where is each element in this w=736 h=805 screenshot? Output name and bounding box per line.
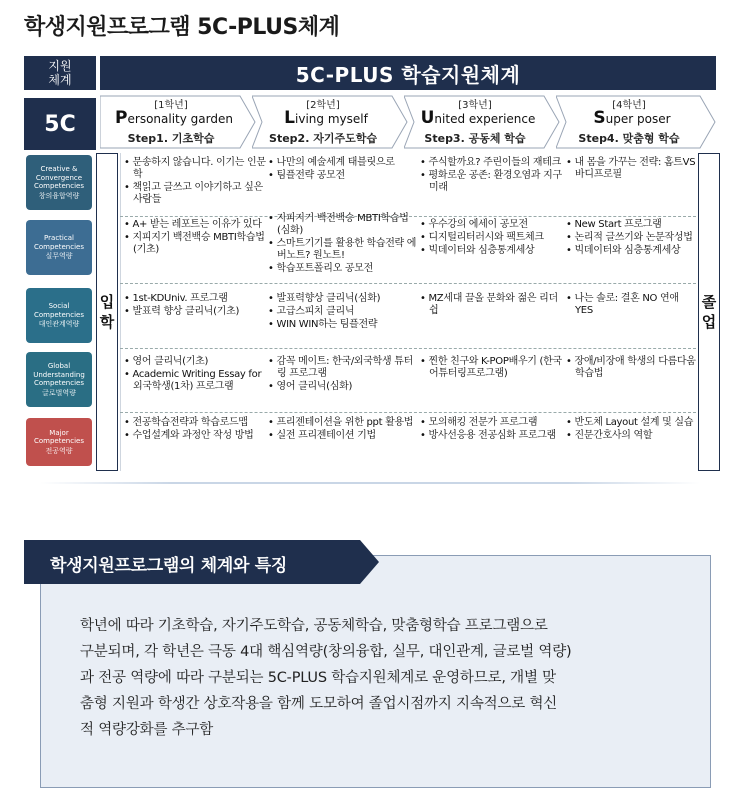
program-item: • 문송하지 않습니다. 이기는 인문학 <box>124 157 266 181</box>
program-item: • 장애/비장애 학생의 다름다움 학습법 <box>566 356 698 380</box>
program-item: • 고급스피치 클리닉 <box>268 306 418 318</box>
step-arrow-3 <box>404 94 560 150</box>
program-item: • 진문간호사의 역할 <box>566 430 698 442</box>
step-arrow-1 <box>100 94 256 150</box>
admission-char-1: 입 <box>99 293 115 311</box>
step-name: Living myself <box>284 108 368 128</box>
program-item: • 실전 프리젠테이션 기법 <box>268 430 418 442</box>
program-item: • 우수강의 에세이 공모전 <box>420 219 564 231</box>
program-cell <box>124 157 266 207</box>
competency-creative <box>26 155 92 210</box>
program-cell <box>124 356 266 394</box>
program-cell <box>268 293 418 332</box>
support-system-label <box>24 56 96 90</box>
competency-practical <box>26 220 92 275</box>
program-item: • 나는 솔로: 결혼 NO 연애 YES <box>566 293 698 317</box>
program-cell <box>566 157 698 182</box>
program-item: • 논리적 글쓰기와 논문작성법 <box>566 232 698 244</box>
category-line2: 체계 <box>48 73 72 87</box>
program-item: • New Start 프로그램 <box>566 219 698 231</box>
admission-label <box>96 153 118 471</box>
program-item: • 감꼭 메이트: 한국/외국학생 튜터링 프로그램 <box>268 356 418 380</box>
step-arrow-2 <box>252 94 408 150</box>
program-item: • 나만의 예술세계 태블릿으로 <box>268 157 418 169</box>
competency-en: Global Understanding Competencies <box>33 362 85 387</box>
program-item: • A+ 받는 레포트는 이유가 있다 <box>124 219 266 231</box>
summary-line: 구분되며, 각 학년은 극동 4대 핵심역량(창의융합, 실무, 대인관계, 글로벌 역량) <box>80 644 572 660</box>
program-cell <box>420 356 564 381</box>
program-cell <box>420 219 564 258</box>
step-grade: [3학년] <box>458 100 492 111</box>
summary-heading-tag <box>24 540 380 584</box>
step-arrow-4 <box>556 94 716 150</box>
program-item: • WIN WIN하는 팀플전략 <box>268 319 418 331</box>
program-item: • 빅데이터와 심층통계세상 <box>566 245 698 257</box>
summary-heading: 학생지원프로그램의 체계와 특징 <box>50 556 287 576</box>
step-grade: [4학년] <box>612 100 646 111</box>
step-grade: [1학년] <box>154 100 188 111</box>
program-cell <box>420 157 564 195</box>
summary-line: 적 역량강화를 추구함 <box>80 722 214 738</box>
program-item: • 전공학습전략과 학습로드맵 <box>124 417 266 429</box>
step-grade: [2학년] <box>306 100 340 111</box>
competency-ko: 창의융합역량 <box>38 191 80 200</box>
program-cell <box>420 417 564 443</box>
step-label: Step3. 공동체 학습 <box>424 132 526 145</box>
competency-ko: 글로벌역량 <box>42 388 76 397</box>
competency-en: Social Competencies <box>34 302 84 319</box>
program-item: • 프리젠테이션을 위한 ppt 활용법 <box>268 417 418 429</box>
program-item: • 팀플전략 공모전 <box>268 170 418 182</box>
program-cell <box>124 293 266 319</box>
program-cell <box>124 219 266 257</box>
program-item: • 평화로운 공존: 환경오염과 지구미래 <box>420 170 564 194</box>
program-item: • 스마트기기를 활용한 학습전략 에버노트? 원노트! <box>268 238 418 262</box>
program-cell <box>566 356 698 381</box>
summary-line: 과 전공 역량에 따라 구분되는 5C-PLUS 학습지원체계로 운영하므로, 개별 맞 <box>80 670 556 686</box>
row-divider <box>120 412 696 413</box>
step-label: Step4. 맞춤형 학습 <box>578 132 680 145</box>
row-divider <box>120 283 696 284</box>
step-name: Personality garden <box>115 108 233 128</box>
program-item: • 찐한 친구와 K-POP배우기 (한국어튜터링프로그램) <box>420 356 564 380</box>
competency-en: Practical Competencies <box>34 234 84 251</box>
program-cell <box>566 219 698 258</box>
step-name: Super poser <box>593 108 671 128</box>
step-label: Step2. 자기주도학습 <box>269 132 377 145</box>
competency-ko: 대인관계역량 <box>38 320 80 329</box>
five-c-label: 5C <box>24 98 96 150</box>
competency-en: Major Competencies <box>34 428 84 446</box>
program-item: • 빅데이터와 심층통계세상 <box>420 245 564 257</box>
banner-title: 5C-PLUS 학습지원체계 <box>100 56 716 90</box>
competency-social <box>26 288 92 343</box>
competency-ko: 실무역량 <box>45 252 73 261</box>
graduation-char-2: 업 <box>701 313 717 331</box>
program-cell <box>268 417 418 443</box>
program-item: • Academic Writing Essay for 외국학생(1차) 프로그램 <box>124 369 266 393</box>
program-item: • 발표력 향상 클리닉(기초) <box>124 306 266 318</box>
program-item: • 주식할까요? 주린이들의 재테크 <box>420 157 564 169</box>
program-cell <box>420 293 564 318</box>
divider <box>120 153 121 471</box>
summary-line: 학년에 따라 기초학습, 자기주도학습, 공동체학습, 맞춤형학습 프로그램으로 <box>80 618 548 634</box>
program-cell <box>566 293 698 318</box>
program-cell <box>566 417 698 443</box>
program-item: • 영어 클리닉(기초) <box>124 356 266 368</box>
program-cell <box>268 356 418 394</box>
page-title: 학생지원프로그램 5C-PLUS체계 <box>24 15 340 40</box>
program-item: • 모의해킹 전문가 프로그램 <box>420 417 564 429</box>
program-cell <box>268 213 418 276</box>
program-cell <box>268 157 418 183</box>
graduation-label <box>698 153 720 471</box>
step-name: United experience <box>420 108 536 128</box>
summary-line: 춤형 지원과 학생간 상호작용을 함께 도모하여 졸업시점까지 지속적으로 혁신 <box>80 696 558 712</box>
row-divider <box>120 348 696 349</box>
admission-char-2: 학 <box>99 313 115 331</box>
program-item: • 수업설계와 과정안 작성 방법 <box>124 430 266 442</box>
program-item: • 지피지기 백전백승 MBTI학습법 (기초) <box>124 232 266 256</box>
program-item: • 발표력향상 클리닉(심화) <box>268 293 418 305</box>
competency-en: Creative & Convergence Competencies <box>34 165 84 190</box>
competency-global <box>26 352 92 407</box>
competency-major <box>26 418 92 466</box>
program-item: • 학습포트폴리오 공모전 <box>268 263 418 275</box>
summary-description <box>80 613 690 743</box>
competency-ko: 전공역량 <box>45 446 73 455</box>
program-item: • 반도체 Layout 설계 및 실습 <box>566 417 698 429</box>
program-item: • 영어 클리닉(심화) <box>268 381 418 393</box>
program-cell <box>124 417 266 443</box>
program-item: • 방사선응용 전공심화 프로그램 <box>420 430 564 442</box>
step-label: Step1. 기초학습 <box>127 132 215 145</box>
graduation-char-1: 졸 <box>701 293 717 311</box>
program-item: • 지피지기 백전백승 MBTI학습법 (심화) <box>268 213 418 237</box>
category-line1: 지원 <box>48 59 72 73</box>
program-item: • 디지털리터러시와 팩트체크 <box>420 232 564 244</box>
program-item: • 1st-KDUniv. 프로그램 <box>124 293 266 305</box>
bottom-divider <box>40 482 700 484</box>
program-item: • MZ세대 끌올 문화와 젊은 리더쉽 <box>420 293 564 317</box>
program-item: • 책읽고 글쓰고 이야기하고 싶은사람들 <box>124 182 266 206</box>
program-item: • 내 몸을 가꾸는 전략: 홈트VS바디프로필 <box>566 157 698 181</box>
